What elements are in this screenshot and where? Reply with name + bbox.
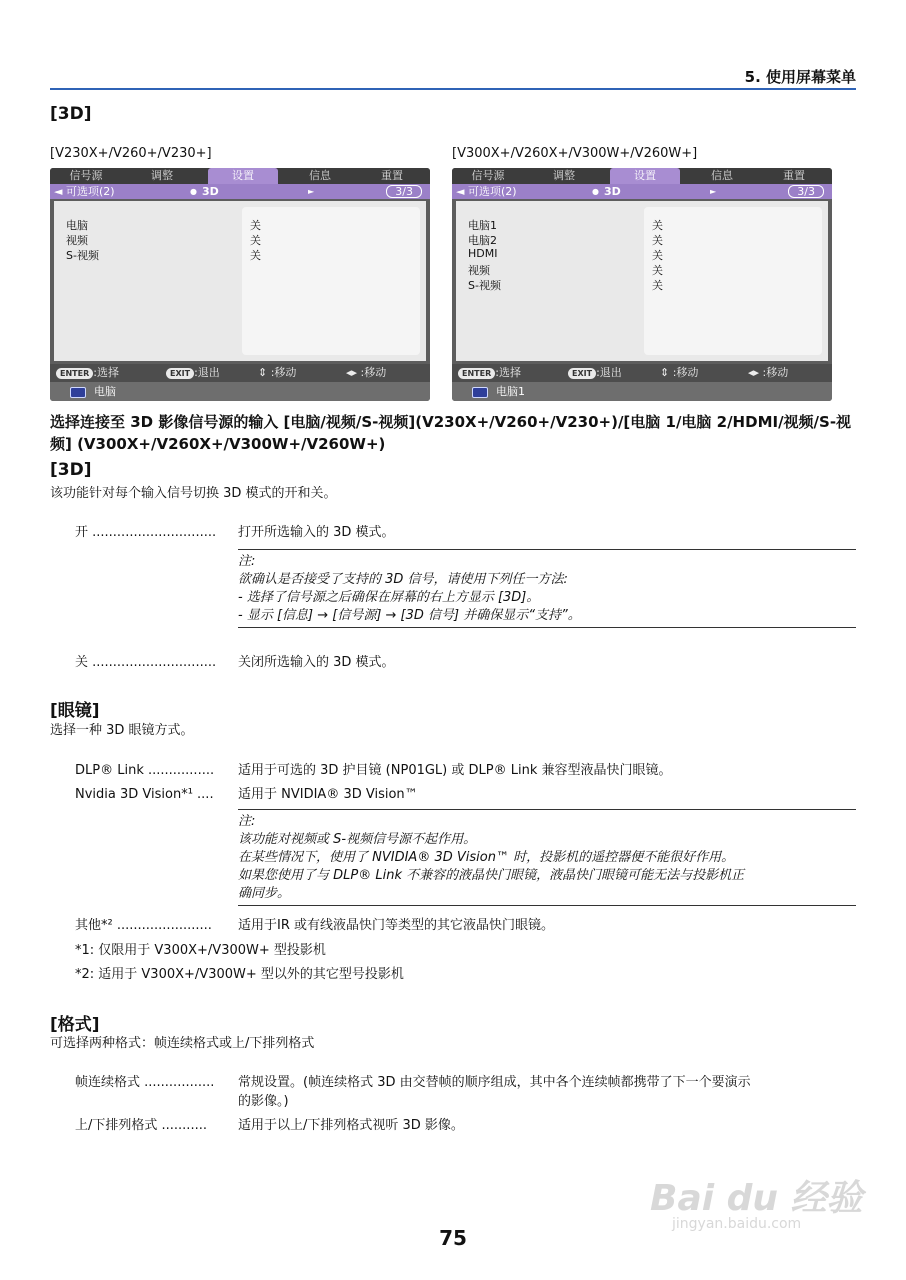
option-nvidia-text: 适用于 NVIDIA® 3D Vision™	[238, 787, 418, 802]
menu-item-svideo[interactable]: S-视频	[66, 249, 99, 262]
note-glasses	[238, 809, 856, 906]
menu-value-video[interactable]: 关	[652, 264, 663, 277]
enter-key-icon: ENTER	[458, 368, 495, 379]
note-3d	[238, 549, 856, 628]
caption-left: [V230X+/V260+/V230+]	[50, 146, 212, 161]
option-off-label: 关 ..............................	[75, 655, 217, 670]
caption-right: [V300X+/V260X+/V300W+/V260W+]	[452, 146, 698, 161]
note-line: 该功能对视频或 S-视频信号源不起作用。	[238, 832, 477, 847]
submenu-left-option[interactable]: ◄ 可选项(2)	[54, 185, 115, 198]
menu-value-svideo[interactable]: 关	[652, 279, 663, 292]
subsection-desc-format: 可选择两种格式：帧连续格式或上/下排列格式	[50, 1036, 315, 1051]
value-pane	[644, 207, 822, 355]
menu-value-svideo[interactable]: 关	[250, 249, 261, 262]
menu-footer	[452, 364, 832, 382]
subsection-title-format: [格式]	[50, 1015, 100, 1035]
submenu-page-indicator: 3/3	[788, 185, 824, 198]
osd-menu-right	[452, 168, 832, 401]
menu-value-video[interactable]: 关	[250, 234, 261, 247]
leftright-arrow-icon: ◂▸	[346, 366, 358, 379]
submenu-dot-icon: ●	[190, 187, 197, 196]
subsection-desc-glasses: 选择一种 3D 眼镜方式。	[50, 723, 194, 738]
subsection-title-glasses: [眼镜]	[50, 701, 100, 721]
submenu-dot-icon: ●	[592, 187, 599, 196]
option-topbottom-label: 上/下排列格式 ...........	[75, 1118, 207, 1133]
osd-menu-left	[50, 168, 430, 401]
footer-move-label-2: :移动	[762, 366, 789, 379]
menu-item-computer[interactable]: 电脑	[66, 219, 88, 232]
menu-item-video[interactable]: 视频	[468, 264, 490, 277]
subsection-desc-3d: 该功能针对每个输入信号切换 3D 模式的开和关。	[50, 486, 337, 501]
submenu-item-3d[interactable]: 3D	[604, 185, 621, 198]
status-source-label: 电脑	[94, 385, 116, 398]
footnote-2: *2: 适用于 V300X+/V300W+ 型以外的其它型号投影机	[75, 967, 404, 982]
tab-setup[interactable]: 设置	[610, 168, 680, 184]
footer-move-label: :移动	[672, 366, 699, 379]
option-frame-text-2: 的影像。)	[238, 1094, 289, 1109]
updown-arrow-icon: ⇕	[258, 366, 268, 379]
note-line: 欲确认是否接受了支持的 3D 信号，请使用下列任一方法:	[238, 572, 568, 587]
footer-select-label: :选择	[495, 366, 521, 379]
tab-info[interactable]: 信息	[309, 169, 331, 182]
footer-select-label: :选择	[93, 366, 119, 379]
menu-item-hdmi[interactable]: HDMI	[468, 247, 498, 260]
submenu-page-indicator: 3/3	[386, 185, 422, 198]
note-line: 在某些情况下，使用了 NVIDIA® 3D Vision™ 时，投影机的遥控器便不能很好作用。	[238, 850, 735, 865]
menu-tab-bar	[50, 168, 430, 184]
monitor-icon	[472, 387, 488, 398]
header-rule	[50, 88, 856, 90]
monitor-icon	[70, 387, 86, 398]
submenu-item-3d[interactable]: 3D	[202, 185, 219, 198]
option-nvidia-label: Nvidia 3D Vision*¹ ....	[75, 787, 214, 802]
footnote-1: *1: 仅限用于 V300X+/V300W+ 型投影机	[75, 943, 326, 958]
main-heading: 选择连接至 3D 影像信号源的输入 [电脑/视频/S-视频](V230X+/V260+/V230+)/[电脑 1/电脑 2/HDMI/视频/S-视频] (V300X+/V260X+/V300W+/V260W+)	[50, 413, 852, 453]
note-line: - 选择了信号源之后确保在屏幕的右上方显示 [3D]。	[238, 590, 540, 605]
watermark-logo: Bai du 经验	[650, 1178, 863, 1219]
option-other-text: 适用于IR 或有线液晶快门等类型的其它液晶快门眼镜。	[238, 918, 554, 933]
option-other-label: 其他*² .......................	[75, 918, 212, 933]
exit-key-icon: EXIT	[568, 368, 596, 379]
menu-body	[456, 201, 828, 361]
footer-exit-label: :退出	[194, 366, 220, 379]
tab-source[interactable]: 信号源	[69, 169, 103, 182]
note-line: 确同步。	[238, 886, 291, 901]
option-off-text: 关闭所选输入的 3D 模式。	[238, 655, 395, 670]
menu-value-computer[interactable]: 关	[250, 219, 261, 232]
tab-reset[interactable]: 重置	[783, 169, 805, 182]
updown-arrow-icon: ⇕	[660, 366, 670, 379]
menu-footer	[50, 364, 430, 382]
footer-move-label-2: :移动	[360, 366, 387, 379]
value-pane	[242, 207, 420, 355]
section-title-3d: [3D]	[50, 104, 92, 124]
note-line: 如果您使用了与 DLP® Link 不兼容的液晶快门眼镜，液晶快门眼镜可能无法与投影机正	[238, 868, 745, 883]
menu-item-computer1[interactable]: 电脑1	[468, 219, 497, 232]
submenu-bar	[50, 184, 430, 199]
option-frame-text: 常规设置。(帧连续格式 3D 由交替帧的顺序组成，其中各个连续帧都携带了下一个要演示	[238, 1075, 751, 1090]
tab-adjust[interactable]: 调整	[553, 169, 575, 182]
menu-body	[54, 201, 426, 361]
exit-key-icon: EXIT	[166, 368, 194, 379]
submenu-left-option[interactable]: ◄ 可选项(2)	[456, 185, 517, 198]
status-source-label: 电脑1	[496, 385, 525, 398]
menu-item-video[interactable]: 视频	[66, 234, 88, 247]
subsection-title-3d: [3D]	[50, 460, 92, 480]
submenu-arrow-icon[interactable]: ►	[710, 187, 717, 196]
option-dlp-label: DLP® Link ................	[75, 763, 215, 778]
leftright-arrow-icon: ◂▸	[748, 366, 760, 379]
option-topbottom-text: 适用于以上/下排列格式视听 3D 影像。	[238, 1118, 464, 1133]
tab-reset[interactable]: 重置	[381, 169, 403, 182]
menu-value-computer2[interactable]: 关	[652, 234, 663, 247]
submenu-arrow-icon[interactable]: ►	[308, 187, 315, 196]
note-line: 注:	[238, 554, 256, 569]
menu-value-hdmi[interactable]: 关	[652, 249, 663, 262]
option-on-text: 打开所选输入的 3D 模式。	[238, 525, 395, 540]
submenu-bar	[452, 184, 832, 199]
watermark-url: jingyan.baidu.com	[672, 1216, 802, 1232]
option-frame-label: 帧连续格式 .................	[75, 1075, 215, 1090]
status-bar	[452, 382, 832, 401]
tab-source[interactable]: 信号源	[471, 169, 505, 182]
menu-value-computer1[interactable]: 关	[652, 219, 663, 232]
menu-tab-bar	[452, 168, 832, 184]
tab-info[interactable]: 信息	[711, 169, 733, 182]
footer-exit-label: :退出	[596, 366, 622, 379]
menu-item-computer2[interactable]: 电脑2	[468, 234, 497, 247]
footer-move-label: :移动	[270, 366, 297, 379]
status-bar	[50, 382, 430, 401]
chapter-title: 5. 使用屏幕菜单	[744, 68, 856, 86]
tab-setup[interactable]: 设置	[208, 168, 278, 184]
option-dlp-text: 适用于可选的 3D 护目镜 (NP01GL) 或 DLP® Link 兼容型液晶快门眼镜。	[238, 763, 672, 778]
tab-adjust[interactable]: 调整	[151, 169, 173, 182]
note-line: - 显示 [信息] → [信号源] → [3D 信号] 并确保显示“支持”。	[238, 608, 581, 623]
note-line: 注:	[238, 814, 256, 829]
menu-item-svideo[interactable]: S-视频	[468, 279, 501, 292]
page-number: 75	[439, 1226, 467, 1250]
enter-key-icon: ENTER	[56, 368, 93, 379]
option-on-label: 开 ..............................	[75, 525, 217, 540]
